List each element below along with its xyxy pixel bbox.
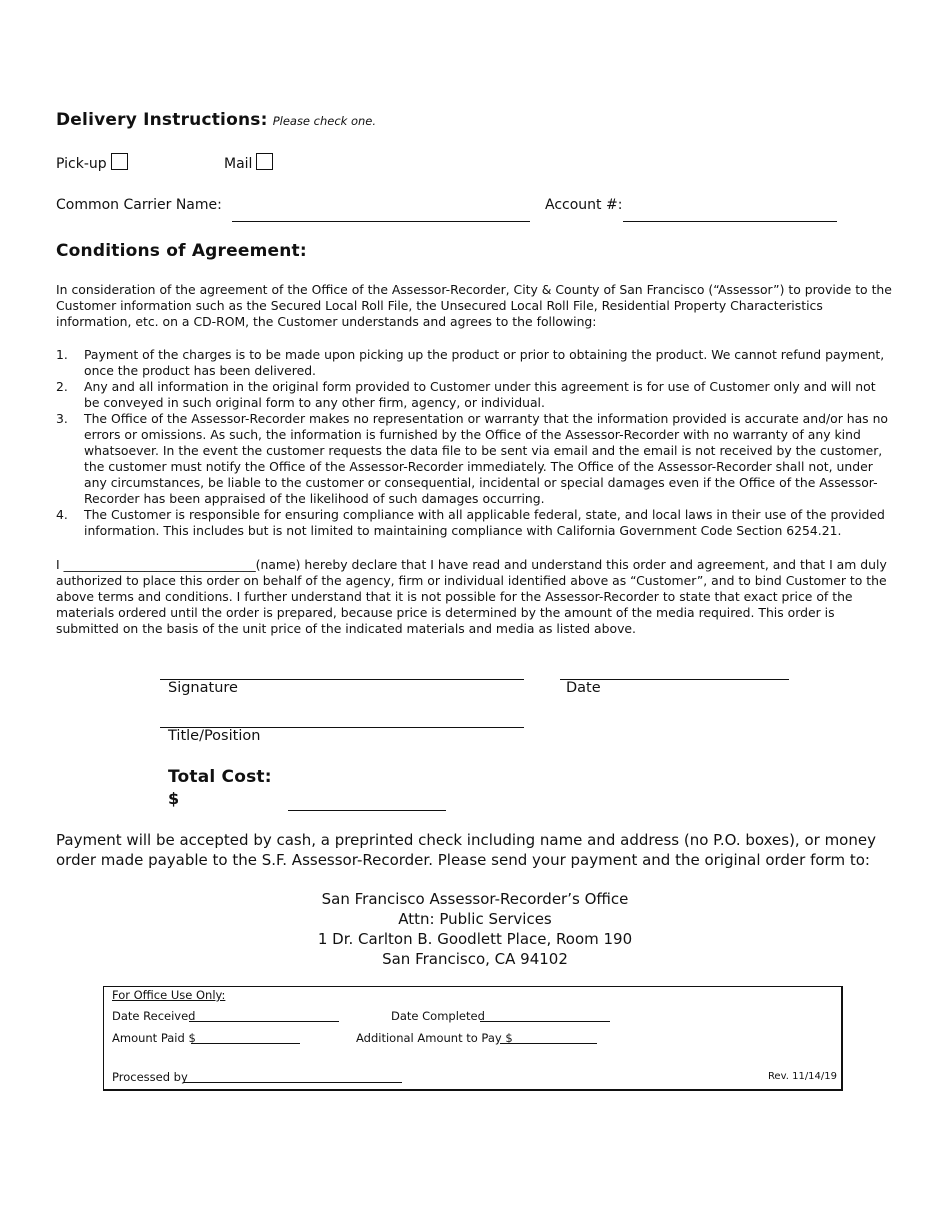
address-line: San Francisco, CA 94102 <box>382 950 568 968</box>
delivery-note: Please check one. <box>272 114 377 128</box>
condition-item-2 <box>56 379 894 411</box>
pickup-checkbox[interactable] <box>111 153 128 170</box>
processed-by-field[interactable] <box>183 1082 402 1083</box>
date-received-label: Date Received <box>112 1009 196 1023</box>
office-use-box <box>103 986 843 1091</box>
address-line: 1 Dr. Carlton B. Goodlett Place, Room 190 <box>317 930 633 948</box>
signature-label: Signature <box>168 680 238 696</box>
condition-number: 1. <box>56 347 68 362</box>
declaration-prefix: I <box>56 557 64 572</box>
additional-amount-field[interactable] <box>500 1043 597 1044</box>
date-label: Date <box>566 680 601 696</box>
office-use-heading: For Office Use Only: <box>112 988 226 1002</box>
mail-label: Mail <box>224 156 253 172</box>
conditions-intro: In consideration of the agreement of the Office of the Assessor-Recorder, City & County of San Francisco (“Assessor”) to provide to the Customer information such as the Secured Local Roll File, the Unsecured Local Roll File, Residential Property Characteristics information, etc. on a CD-ROM, the Customer understands and agrees to the following: <box>56 282 892 329</box>
declaration-text: (name) hereby declare that I have read and understand this order and agreement, and that I am duly authorized to place this order on behalf of the agency, firm or individual identified above as “Customer”, and to bind Customer to the above terms and conditions. I further understand that it is not possible for the Assessor-Recorder to state that exact price of the materials ordered until the order is prepared, because price is determined by the amount of the media required. This order is submitted on the basis of the unit price of the indicated materials and media as listed above. <box>56 557 887 636</box>
carrier-name-field[interactable] <box>232 221 530 222</box>
condition-item-4 <box>56 507 894 539</box>
conditions-heading: Conditions of Agreement: <box>56 241 307 261</box>
account-number-field[interactable] <box>623 221 837 222</box>
total-cost-field[interactable] <box>288 810 446 811</box>
mailing-address <box>250 889 700 969</box>
total-cost-label: Total Cost: <box>168 767 272 787</box>
additional-amount-label: Additional Amount to Pay $ <box>356 1031 513 1045</box>
address-line: Attn: Public Services <box>398 910 552 928</box>
pickup-label: Pick-up <box>56 156 107 172</box>
condition-text: Any and all information in the original form provided to Customer under this agreement is for use of Customer only and will not be conveyed in such original form to any other firm, agency, or individual. <box>84 379 876 410</box>
declaration-paragraph <box>56 557 894 637</box>
delivery-title: Delivery Instructions: <box>56 110 268 130</box>
address-line: San Francisco Assessor-Recorder’s Office <box>321 890 629 908</box>
payment-instructions: Payment will be accepted by cash, a preprinted check including name and address (no P.O. boxes), or money order made payable to the S.F. Assessor-Recorder. Please send your payment and the original order form to: <box>56 831 876 869</box>
amount-paid-field[interactable] <box>191 1043 300 1044</box>
condition-item-1 <box>56 347 894 379</box>
title-position-label: Title/Position <box>168 728 261 744</box>
condition-number: 4. <box>56 507 68 522</box>
declaration-name-blank[interactable]: _______________________________ <box>63 557 256 572</box>
mail-checkbox[interactable] <box>256 153 273 170</box>
condition-number: 2. <box>56 379 68 394</box>
account-label: Account #: <box>545 197 623 213</box>
carrier-label: Common Carrier Name: <box>56 197 222 213</box>
processed-by-label: Processed by <box>112 1070 188 1084</box>
condition-text: The Customer is responsible for ensuring compliance with all applicable federal, state, and local laws in their use of the provided information. This includes but is not limited to maintaining compliance with California Government Code Section 6254.21. <box>84 507 885 538</box>
date-completed-label: Date Completed <box>391 1009 485 1023</box>
pickup-option[interactable] <box>56 153 128 172</box>
condition-number: 3. <box>56 411 68 426</box>
date-received-field[interactable] <box>189 1021 339 1022</box>
conditions-list <box>56 347 894 539</box>
condition-text: The Office of the Assessor-Recorder makes no representation or warranty that the information provided is accurate and/or has no errors or omissions. As such, the information is furnished by the Office of the Assessor-Recorder with no warranty of any kind whatsoever. In the event the customer requests the data file to be sent via email and the email is not received by the customer, the customer must notify the Office of the Assessor-Recorder immediately. The Office of the Assessor-Recorder shall not, under any circumstances, be liable to the customer or consequential, incidental or special damages even if the Office of the Assessor-Recorder has been appraised of the likelihood of such damages occurring. <box>84 411 889 506</box>
mail-option[interactable] <box>224 153 273 172</box>
delivery-heading <box>56 110 376 130</box>
revision-label: Rev. 11/14/19 <box>767 1071 837 1082</box>
date-completed-field[interactable] <box>480 1021 610 1022</box>
condition-item-3 <box>56 411 894 507</box>
dollar-sign: $ <box>168 789 180 808</box>
amount-paid-label: Amount Paid $ <box>112 1031 196 1045</box>
condition-text: Payment of the charges is to be made upon picking up the product or prior to obtaining the product. We cannot refund payment, once the product has been delivered. <box>84 347 885 378</box>
